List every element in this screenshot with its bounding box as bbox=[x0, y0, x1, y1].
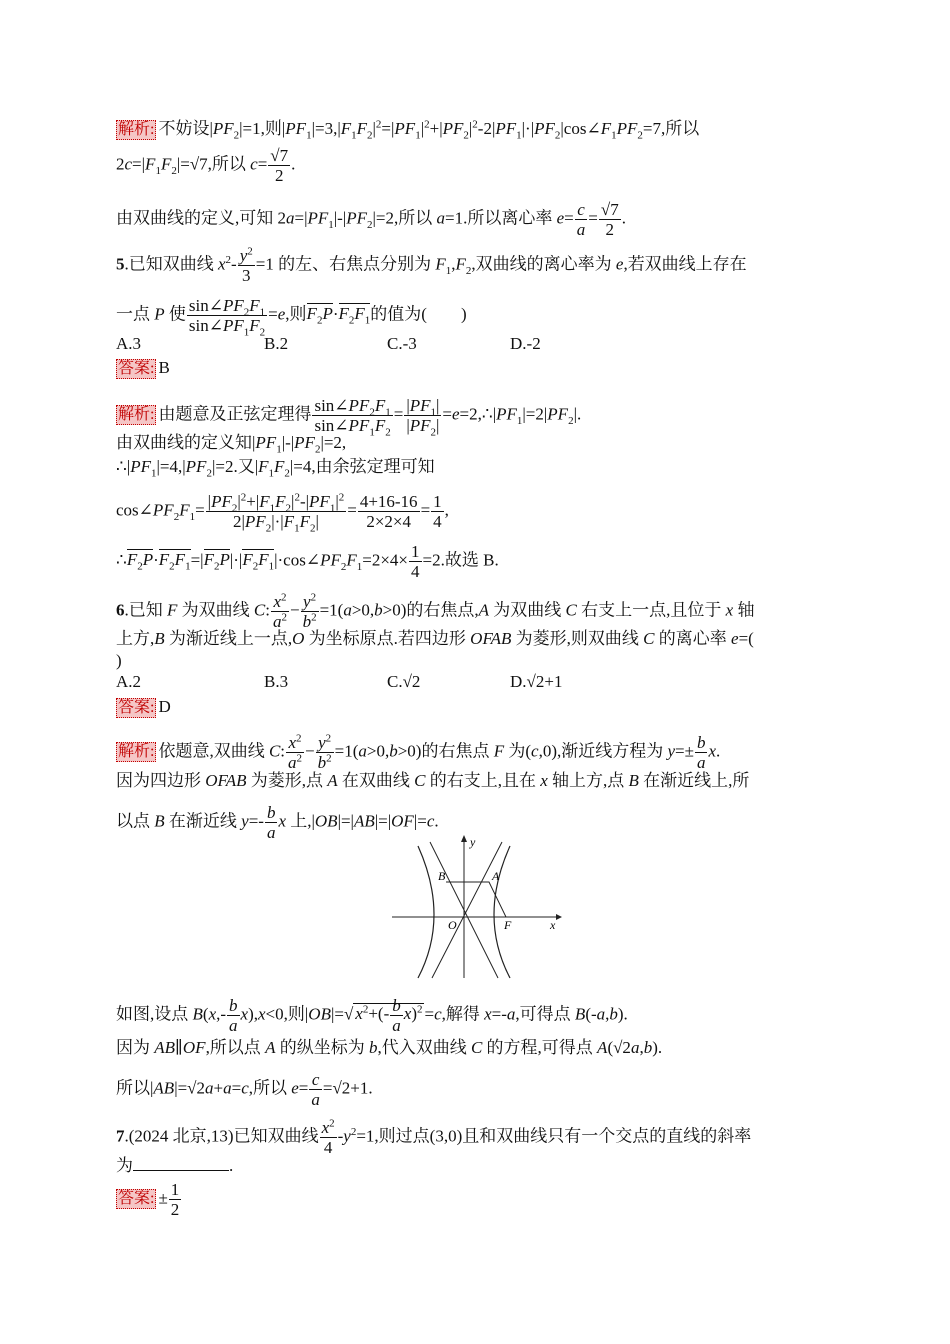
q7-answer-blank[interactable] bbox=[133, 1154, 229, 1171]
q5-option-b[interactable]: B.2 bbox=[264, 334, 289, 353]
q6-solution-line3: 以点 B 在渐近线 y=- $\frac{b}{a}$ x 上,|OB|=|AB|=|OF|=c. bbox=[116, 803, 439, 842]
q6-solution-line1: 解析: 依题意,双曲线 C: $\frac{x^2}{a^2}$ − $\frac{y^2}{b^2}$ =1(a>0,b>0)的右焦点 F 为(c,0),渐近线方程为 y=± $\frac{b}{a}$ x. bbox=[118, 732, 721, 772]
q5-answer-value: B bbox=[158, 358, 170, 377]
q5-stem-line2: 一点 P 使 $\frac{\sin\angle PF_2F_1}{\sin\angle PF_1F_2}$ =e,则$F_2P\cdot F_2F_1$的值为( ) bbox=[116, 296, 467, 339]
q6-solution-line4: 如图,设点 B(x,- $\frac{b}{a}$ x),x<0,则|OB|=√ $x^2+(-$ $\frac{b}{a}$ x)$^2$ =c,解得 x=-a,可得点 B(-a,b). bbox=[116, 996, 628, 1035]
answer-tag: 答案: bbox=[118, 360, 155, 377]
q6-option-a[interactable]: A.2 bbox=[116, 672, 142, 691]
hyperbola-left-branch bbox=[418, 846, 434, 978]
label-x: x bbox=[550, 918, 556, 932]
q5-option-c[interactable]: C.-3 bbox=[387, 334, 417, 353]
q6-stem-line2: 上方,B 为渐近线上一点,O 为坐标原点.若四边形 OFAB 为菱形,则双曲线 C 的离心率 e=( bbox=[116, 629, 754, 648]
answer-tag: 答案: bbox=[118, 1190, 155, 1208]
x-axis-arrow bbox=[556, 914, 562, 920]
q5-answer bbox=[116, 357, 170, 379]
q5-stem-line1: 5.已知双曲线 $x^2-$ $\frac{y^2}{3}$ =1 的左、右焦点分别为 $F_1,F_2$,双曲线的离心率为 e,若双曲线上存在 bbox=[116, 245, 747, 285]
q5-option-d[interactable]: D.-2 bbox=[510, 334, 541, 353]
label-a: A bbox=[492, 869, 500, 883]
q6-option-b[interactable]: B.3 bbox=[264, 672, 289, 691]
q6-solution-line2: 因为四边形 OFAB 为菱形,点 A 在双曲线 C 的右支上,且在 x 轴上方,点 B 在渐近线上,所 bbox=[116, 771, 750, 790]
hyperbola-figure bbox=[388, 832, 568, 982]
q6-solution-line5: 因为 AB∥OF,所以点 A 的纵坐标为 b,代入双曲线 C 的方程,可得点 A(√2a,b). bbox=[116, 1038, 663, 1057]
q4-solution-line1: 解析: 不妨设$|PF_2|=1$,则$|PF_1|=3,|F_1F_2|^2=|PF_1|^2+|PF_2|^2-2|PF_1|\cdot|PF_2|\cos\angle F_1PF_2=7$,所以 bbox=[118, 118, 700, 142]
label-o: O bbox=[448, 918, 457, 932]
q7-number: 7 bbox=[116, 1126, 125, 1146]
q5-option-a[interactable]: A.3 bbox=[116, 334, 142, 353]
label-b: B bbox=[438, 869, 446, 883]
q6-number: 6 bbox=[116, 600, 125, 620]
q5-solution-line5: $\therefore F_2P\cdot F_2F_1=|F_2P|\cdot|F_2F_1|\cdot\cos\angle PF_2F_1=2\times 4\times$ $\frac{1}{4}$ =2.故选 B. bbox=[116, 542, 499, 581]
q5-number: 5 bbox=[116, 254, 125, 274]
q4-solution-line3: 由双曲线的定义,可知 $2a=|PF_1|-|PF_2|=2$,所以 a=1.所以离心率 e= $\frac{c}{a}$ = $\frac{√7}{2}$ . bbox=[116, 200, 626, 239]
label-f: F bbox=[504, 918, 512, 932]
q5-solution-line3: $\therefore|PF_1|=4,|PF_2|=2$.又$|F_1F_2|=4$,由余弦定理可知 bbox=[116, 457, 435, 480]
q6-stem-line3: ) bbox=[116, 651, 122, 670]
q6-answer-value: D bbox=[158, 697, 171, 716]
q6-option-c[interactable]: C.√2 bbox=[387, 672, 421, 691]
analysis-tag: 解析: bbox=[118, 743, 155, 761]
analysis-tag: 解析: bbox=[118, 406, 155, 424]
q6-option-d[interactable]: D.√2+1 bbox=[510, 672, 563, 691]
q7-answer: 答案: ± $\frac{1}{2}$ bbox=[118, 1180, 180, 1219]
q6-stem-line1: 6.已知 F 为双曲线 C: $\frac{x^2}{a^2}$ − $\frac{y^2}{b^2}$ =1(a>0,b>0)的右焦点,A 为双曲线 C 右支上一点,且位于 x 轴 bbox=[116, 591, 755, 631]
q6-solution-line6: 所以|AB|=√2a+a=c,所以 e= $\frac{c}{a}$ =√2+1. bbox=[116, 1070, 373, 1109]
q7-stem-line1: 7.(2024 北京,13)已知双曲线 $\frac{x^2}{4}$ $-y^2=1$,则过点(3,0)且和双曲线只有一个交点的直线的斜率 bbox=[116, 1117, 752, 1157]
answer-tag: 答案: bbox=[118, 699, 155, 716]
label-y: y bbox=[470, 835, 476, 849]
y-axis-arrow bbox=[461, 835, 467, 842]
q4-solution-line2: $2c=|F_1F_2|=√7$,所以 c= $\frac{√7}{2}$ . bbox=[116, 146, 296, 185]
hyperbola-right-branch bbox=[494, 846, 510, 978]
q7-stem-line2: 为 . bbox=[116, 1156, 234, 1175]
analysis-tag: 解析: bbox=[118, 121, 155, 138]
q5-solution-line1: 解析: 由题意及正弦定理得 $\frac{\sin\angle PF_2F_1}{\sin\angle PF_1F_2}$ = $\frac{|PF_1|}{|PF_2|}$ $=e=2,\therefore|PF_1|=2|PF_2|$. bbox=[118, 396, 582, 439]
q5-solution-line4: $\cos\angle PF_2F_1=$ $\frac{|PF_2|^2+|F_1F_2|^2-|PF_1|^2}{2|PF_2|\cdot|F_1F_2|}$ = $\frac{4+16-16}{2\times 2\times 4}$ = $\frac{1}{4}$ , bbox=[116, 491, 449, 535]
asymptote-1 bbox=[432, 842, 502, 978]
q5-solution-line2: 由双曲线的定义知$|PF_1|-|PF_2|=2$, bbox=[116, 433, 347, 456]
q6-answer bbox=[116, 696, 171, 718]
